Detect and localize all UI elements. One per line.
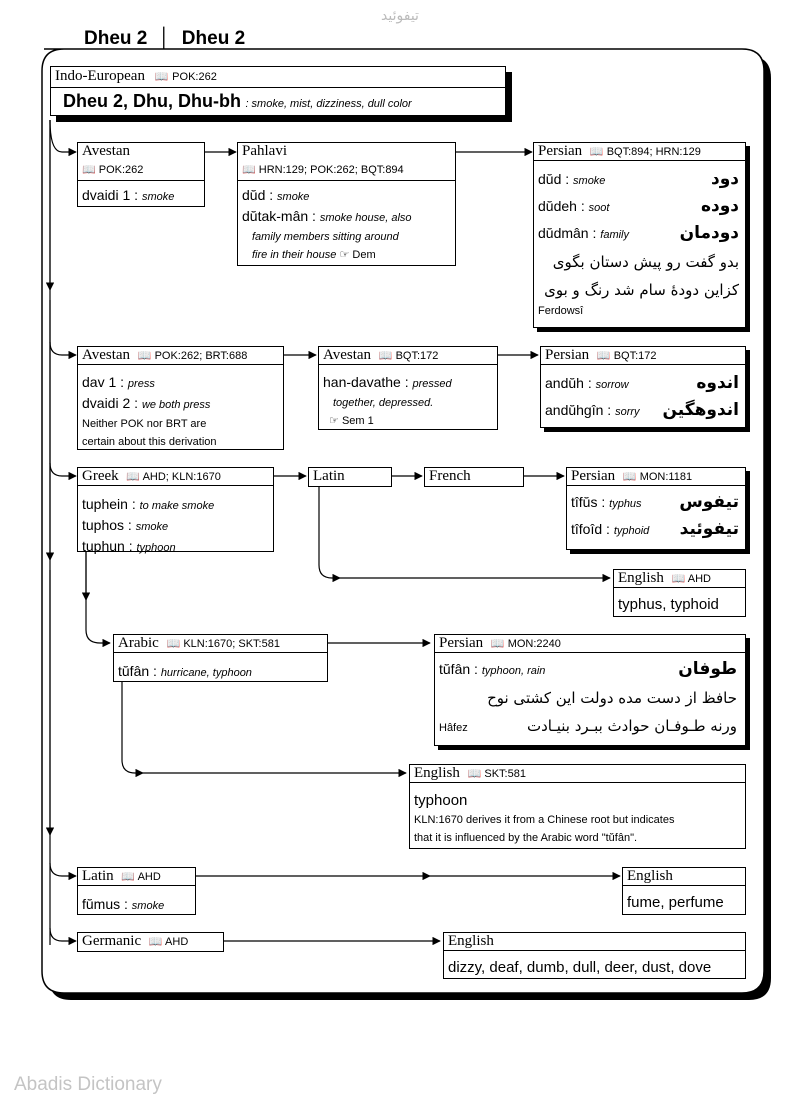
persian-poem-line-2: کزاین دودهٔ سام شد رنگ و بوی [544,281,739,299]
root-headline [63,91,412,112]
book-icon: 📖 [166,637,181,650]
persian-lang-1: Persian [538,143,583,159]
persian-lat: andŭh [545,375,584,391]
book-icon: 📖 [596,349,611,362]
english-lang-fume: English [627,868,673,884]
greek-header [78,468,273,486]
germanic-node [77,932,224,952]
persian-gloss: typhoon, rain [481,665,546,677]
root-lang: Indo-European [55,68,145,84]
persian-poem-line-1: بدو گفت رو پیش دستان بگوی [552,253,739,271]
pahlavi-gloss-cont [242,228,412,246]
avestan-node-3 [318,346,498,430]
greek-gloss: smoke [135,521,169,533]
persian-fa: دودمان [679,223,739,243]
persian-gloss: soot [588,202,610,214]
english-ref-row-typhoon [468,768,526,780]
pahlavi-entry-2: dŭtak-mân : smoke house, also [242,208,412,224]
latin-header-2 [78,868,195,886]
english-node-typhus [613,569,746,617]
persian-node-4 [434,634,746,746]
english-node-fume [622,867,746,915]
persian-fa: تیفوئید [679,519,739,539]
english-ref-typhus: AHD [687,573,711,585]
persian-node-3 [566,467,746,550]
persian-fa: اندوه [696,373,739,393]
arabic-entry: tŭfân : hurricane, typhoon [118,663,252,679]
persian-item: tîfŭs : typhus تیفوس [571,492,739,512]
french-node [424,467,524,487]
english-ref-typhoon: SKT:581 [484,768,526,780]
persian-item: dŭdeh : soot دوده [538,196,739,216]
footer-brand: Abadis Dictionary [14,1074,162,1095]
root-gloss: : smoke, mist, dizziness, dull color [245,98,412,110]
latin-gloss: smoke [131,900,165,912]
pahlavi-see-ref[interactable]: Dem [352,249,376,261]
persian-lang-2: Persian [545,347,590,363]
persian-fa: اندوهگین [662,400,739,420]
english-words-typhus: typhus, typhoid [618,596,719,613]
persian-poem-line-4: ورنه طـوفـان حوادث ببـرد بنیـادت [526,717,737,735]
avestan-word: dvaidi 2 [82,395,131,411]
persian-poet-1: Ferdowsî [538,305,584,317]
pointing-hand-icon: ☞ [329,414,339,427]
persian-poet-4: Hâfez [439,722,468,734]
arabic-header [114,635,327,653]
book-icon: 📖 [137,349,152,362]
greek-entry: tuphos : smoke [82,517,169,533]
avestan-word-1: dvaidi 1 [82,187,131,203]
avestan-ref-3: BQT:172 [395,350,439,362]
book-icon: 📖 [148,935,163,948]
greek-word: tuphein [82,496,128,512]
greek-word: tuphos [82,517,125,533]
greek-node [77,467,274,552]
avestan2-see-row [323,412,452,430]
greek-word: tuphun [82,538,125,554]
avestan-lang-2: Avestan [82,347,131,363]
page-title-right: Dheu 2 [181,28,246,49]
avestan-header-2 [78,347,283,365]
greek-gloss: typhoon [136,542,176,554]
pahlavi-divider [238,180,455,181]
pointing-hand-icon: ☞ [339,248,350,261]
root-ref: POK:262 [172,71,217,83]
avestan2-word: han-davathe [323,374,401,390]
persian-ref-2: BQT:172 [613,350,657,362]
persian-lat: andŭhgîn [545,402,604,418]
arabic-gloss: hurricane, typhoon [160,667,252,679]
persian-fa: طوفان [678,659,737,679]
latin-ref-row-2 [121,871,160,883]
persian-item: dŭd : smoke دود [538,169,739,189]
english-lang-typhus: English [618,570,664,586]
persian-body-4 [439,657,737,740]
english-lang-dizzy: English [448,933,494,949]
persian-body-3 [571,490,739,544]
book-icon: 📖 [82,163,96,176]
latin-header-1 [309,468,391,486]
persian-item: andŭhgîn : sorry اندوهگین [545,400,739,420]
avestan-lang-1: Avestan [82,143,131,159]
germanic-ref-row [149,936,188,948]
persian-body-1 [538,167,739,318]
persian-lat: tîfŭs [571,494,598,510]
latin-lang-1: Latin [313,468,345,484]
book-icon: 📖 [622,470,637,483]
latin-ref-2: AHD [137,871,161,883]
pahlavi-node [237,142,456,266]
greek-ref: AHD; KLN:1670 [142,471,221,483]
book-icon: 📖 [154,70,169,83]
avestan-node-1 [77,142,205,207]
persian-node-1 [533,142,746,328]
english-header-typhoon [410,765,745,783]
avestan-body-3 [323,373,452,430]
persian-fa: تیفوس [679,492,739,512]
persian-fa: دوده [700,196,739,216]
english-header-typhus [614,570,745,588]
english-node-typhoon [409,764,746,849]
persian-lat: dŭd [538,171,562,187]
english-header-fume [623,868,745,886]
english-words-dizzy: dizzy, deaf, dumb, dull, deer, dust, dove [448,959,712,976]
persian-ref-4: MON:2240 [507,638,561,650]
latin-lang-2: Latin [82,868,114,884]
persian-item: dŭdmân : family دودمان [538,223,739,243]
persian-gloss: typhoid [613,525,650,537]
persian-gloss: typhus [609,498,642,510]
french-lang: French [429,468,471,484]
english-note-1: KLN:1670 derives it from a Chinese root but indicates [414,814,675,826]
avestan-gloss-1: smoke [141,191,175,203]
persian-gloss: family [600,229,629,241]
greek-entry: tuphun : typhoon [82,538,176,554]
avestan-entry: dav 1 : press [82,374,155,390]
latin-word: fŭmus [82,896,121,912]
latin-entry: fŭmus : smoke [82,896,165,912]
persian-ref-row-4 [491,638,561,650]
greek-gloss: to make smoke [139,500,215,512]
title-divider: │ [158,28,171,49]
greek-ref-row [126,471,220,483]
book-icon: 📖 [121,870,136,883]
arabic-node [113,634,328,682]
avestan-ref-row-1 [82,163,143,176]
avestan-gloss: we both press [141,399,211,411]
english-ref-row-typhus [672,573,711,585]
avestan-note-2: certain about this derivation [82,436,217,448]
english-words-fume: fume, perfume [627,894,724,911]
germanic-header [78,933,223,951]
english-lang-typhoon: English [414,765,460,781]
book-icon: 📖 [126,470,141,483]
greek-body [82,495,214,558]
persian-lat: tîfoîd [571,521,603,537]
persian-header-3 [567,468,745,486]
avestan-ref-1: POK:262 [98,164,144,176]
avestan-entry: dvaidi 2 : we both press [82,395,211,411]
persian-lang-3: Persian [571,468,616,484]
arabic-word: tŭfân [118,663,150,679]
persian-lat: dŭdmân [538,225,589,241]
latin-node-2 [77,867,196,915]
book-icon: 📖 [378,349,393,362]
avestan-body-2 [82,373,217,451]
pahlavi-entry-1: dŭd : smoke [242,187,310,203]
persian-item: tîfoîd : typhoid تیفوئید [571,519,739,539]
avestan-ref-row-3 [379,350,439,362]
book-icon: 📖 [671,572,686,585]
persian-poem-line-3: حافظ از دست مده دولت این کشتی نوح [487,689,737,707]
persian-ref-row-3 [623,471,692,483]
pahlavi-ref: HRN:129; POK:262; BQT:894 [258,164,404,176]
pahlavi-gloss-2: smoke house, also [319,212,412,224]
pahlavi-gloss-2b: family members sitting around [252,231,399,243]
persian-ref-row-1 [590,146,701,158]
avestan-note-1: Neither POK nor BRT are [82,418,207,430]
book-icon: 📖 [589,145,604,158]
persian-item: andŭh : sorrow اندوه [545,373,739,393]
persian-item: tŭfân : typhoon, rain طوفان [439,659,737,679]
persian-ref-1: BQT:894; HRN:129 [606,146,701,158]
root-divider [51,87,505,88]
persian-node-2 [540,346,746,428]
germanic-lang: Germanic [82,933,142,949]
avestan2-gloss-2: together, depressed. [333,397,434,409]
arabic-ref-row [167,638,280,650]
english-node-dizzy [443,932,746,979]
persian-ref-row-2 [597,350,657,362]
persian-header-1 [534,143,745,161]
page-title-left: Dheu 2 [84,28,148,49]
avestan-ref-row-2 [138,350,248,362]
avestan-gloss: press [127,378,155,390]
root-headword: Dheu 2, Dhu, Dhu-bh [63,91,241,111]
avestan-node-2 [77,346,284,450]
pahlavi-word-1: dŭd [242,187,266,203]
avestan-header-3 [319,347,497,365]
pahlavi-header [238,143,455,161]
french-header [425,468,523,486]
pahlavi-gloss-2c: fire in their house [252,249,337,261]
pahlavi-gloss-1: smoke [277,191,310,203]
persian-ref-3: MON:1181 [639,471,693,483]
persian-gloss: sorry [615,406,640,418]
top-caption: تیفوئید [381,8,419,24]
english-body-typhoon [414,791,674,847]
avestan2-see-ref[interactable]: Sem 1 [341,415,374,427]
persian-lat: dŭdeh [538,198,577,214]
pahlavi-gloss-cont2 [242,246,412,264]
persian-gloss: sorrow [595,379,629,391]
avestan-entry-1: dvaidi 1 : smoke [82,187,175,203]
pahlavi-word-2: dŭtak-mân [242,208,309,224]
pahlavi-lang: Pahlavi [242,143,287,159]
pahlavi-ref-row [242,163,404,176]
persian-body-2 [545,371,739,425]
english-word-typhoon: typhoon [414,792,468,809]
pahlavi-body [242,186,412,264]
book-icon: 📖 [242,163,256,176]
persian-lat: tŭfân [439,661,471,677]
germanic-ref: AHD [165,936,189,948]
avestan-header-1 [78,143,204,161]
avestan-divider-1 [78,180,204,181]
greek-lang: Greek [82,468,119,484]
avestan2-gloss-cont [323,394,452,412]
english-note-2: that it is influenced by the Arabic word "tŭfân". [414,832,638,844]
arabic-lang: Arabic [118,635,159,651]
root-header [55,68,217,85]
book-icon: 📖 [467,767,482,780]
avestan-word: dav 1 [82,374,117,390]
book-icon: 📖 [490,637,505,650]
greek-entry: tuphein : to make smoke [82,496,215,512]
avestan2-entry: han-davathe : pressed [323,374,452,390]
persian-lang-4: Persian [439,635,484,651]
persian-fa: دود [710,169,739,189]
persian-header-4 [435,635,745,653]
avestan-lang-3: Avestan [323,347,372,363]
avestan-ref-2: POK:262; BRT:688 [154,350,248,362]
persian-gloss: smoke [573,175,606,187]
persian-header-2 [541,347,745,365]
english-header-dizzy [444,933,745,951]
arabic-ref: KLN:1670; SKT:581 [183,638,280,650]
latin-node-1 [308,467,392,487]
root-node [50,66,506,116]
avestan2-gloss: pressed [412,378,452,390]
